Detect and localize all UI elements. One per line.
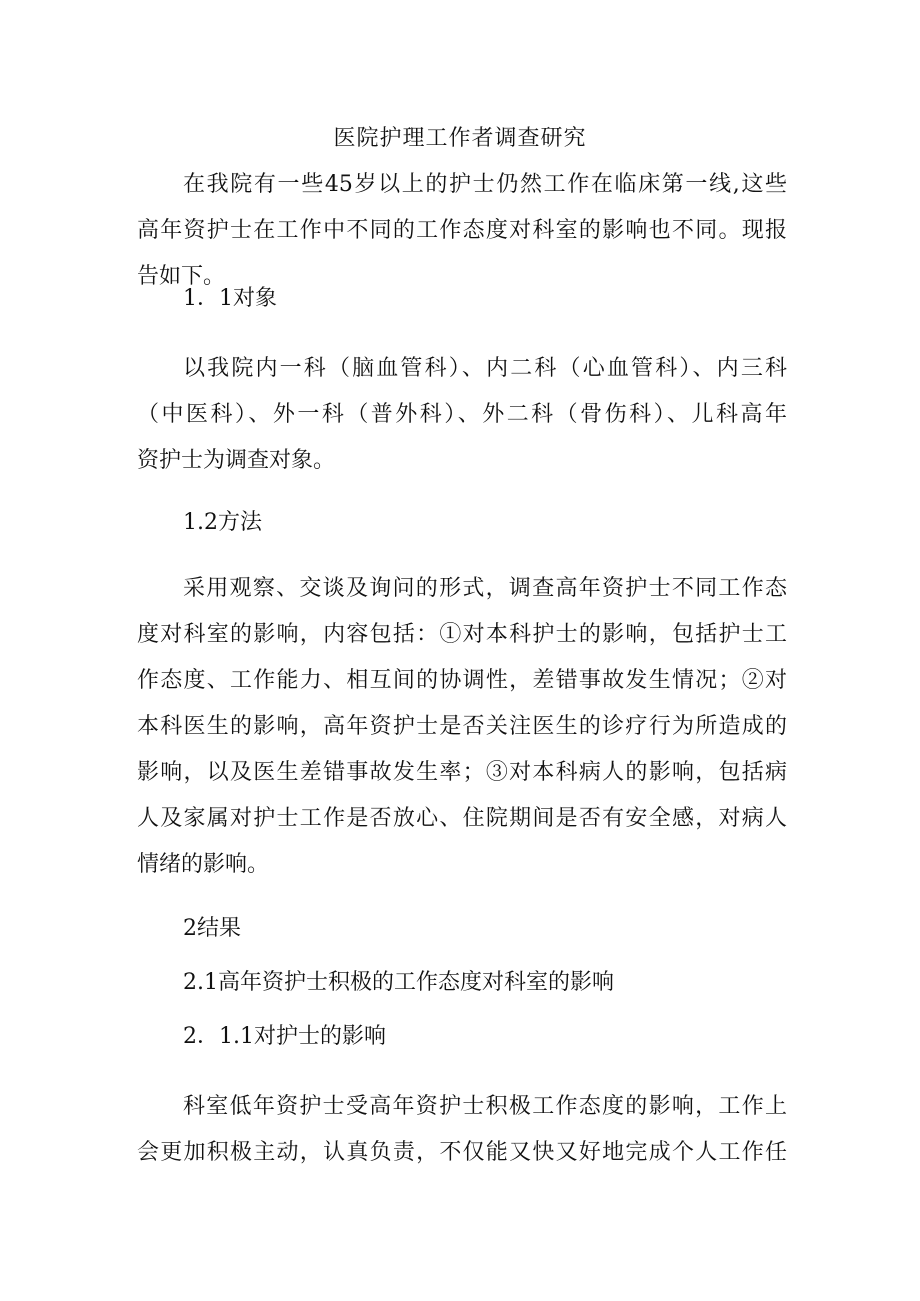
intro-line-2: 高年资护士在工作中不同的工作态度对科室的影响也不同。现报 (137, 218, 787, 243)
section-1-1-line-2: （中医科）、外一科（普外科）、外二科（骨伤科）、儿科高年 (137, 402, 787, 427)
section-1-2-line-4: 本科医生的影响，高年资护士是否关注医生的诊疗行为所造成的 (137, 714, 787, 739)
intro-line-1: 在我院有一些45岁以上的护士仍然工作在临床第一线,这些 (183, 172, 787, 197)
section-1-2-line-3: 作态度、工作能力、相互间的协调性，差错事故发生情况；②对 (137, 668, 787, 693)
section-heading-1-1: 1．1对象 (183, 286, 277, 311)
section-heading-2: 2结果 (183, 916, 241, 941)
intro-line-3: 告如下。 (137, 264, 226, 289)
section-2-1-1-paragraph (137, 1084, 787, 1176)
section-1-2-line-2: 度对科室的影响，内容包括：①对本科护士的影响，包括护士工 (137, 622, 787, 647)
section-heading-2-1: 2.1高年资护士积极的工作态度对科室的影响 (183, 970, 614, 995)
section-1-1-paragraph (137, 346, 787, 484)
intro-paragraph (137, 162, 787, 300)
document-title: 医院护理工作者调查研究 (333, 126, 587, 151)
section-1-2-line-5: 影响，以及医生差错事故发生率；③对本科病人的影响，包括病 (137, 760, 787, 785)
section-heading-2-1-1: 2．1.1对护士的影响 (183, 1024, 386, 1049)
section-1-2-paragraph (137, 566, 787, 888)
section-heading-1-2: 1.2方法 (183, 510, 262, 535)
section-1-2-line-1: 采用观察、交谈及询问的形式，调查高年资护士不同工作态 (183, 576, 787, 601)
section-1-1-line-3: 资护士为调查对象。 (137, 448, 336, 473)
section-2-1-1-line-2: 会更加积极主动，认真负责，不仅能又快又好地完成个人工作任 (137, 1140, 787, 1165)
section-1-1-line-1: 以我院内一科（脑血管科）、内二科（心血管科）、内三科 (183, 356, 787, 381)
section-1-2-line-6: 人及家属对护士工作是否放心、住院期间是否有安全感，对病人 (137, 806, 787, 831)
section-2-1-1-line-1: 科室低年资护士受高年资护士积极工作态度的影响，工作上 (183, 1094, 787, 1119)
section-1-2-line-7: 情绪的影响。 (137, 852, 270, 877)
